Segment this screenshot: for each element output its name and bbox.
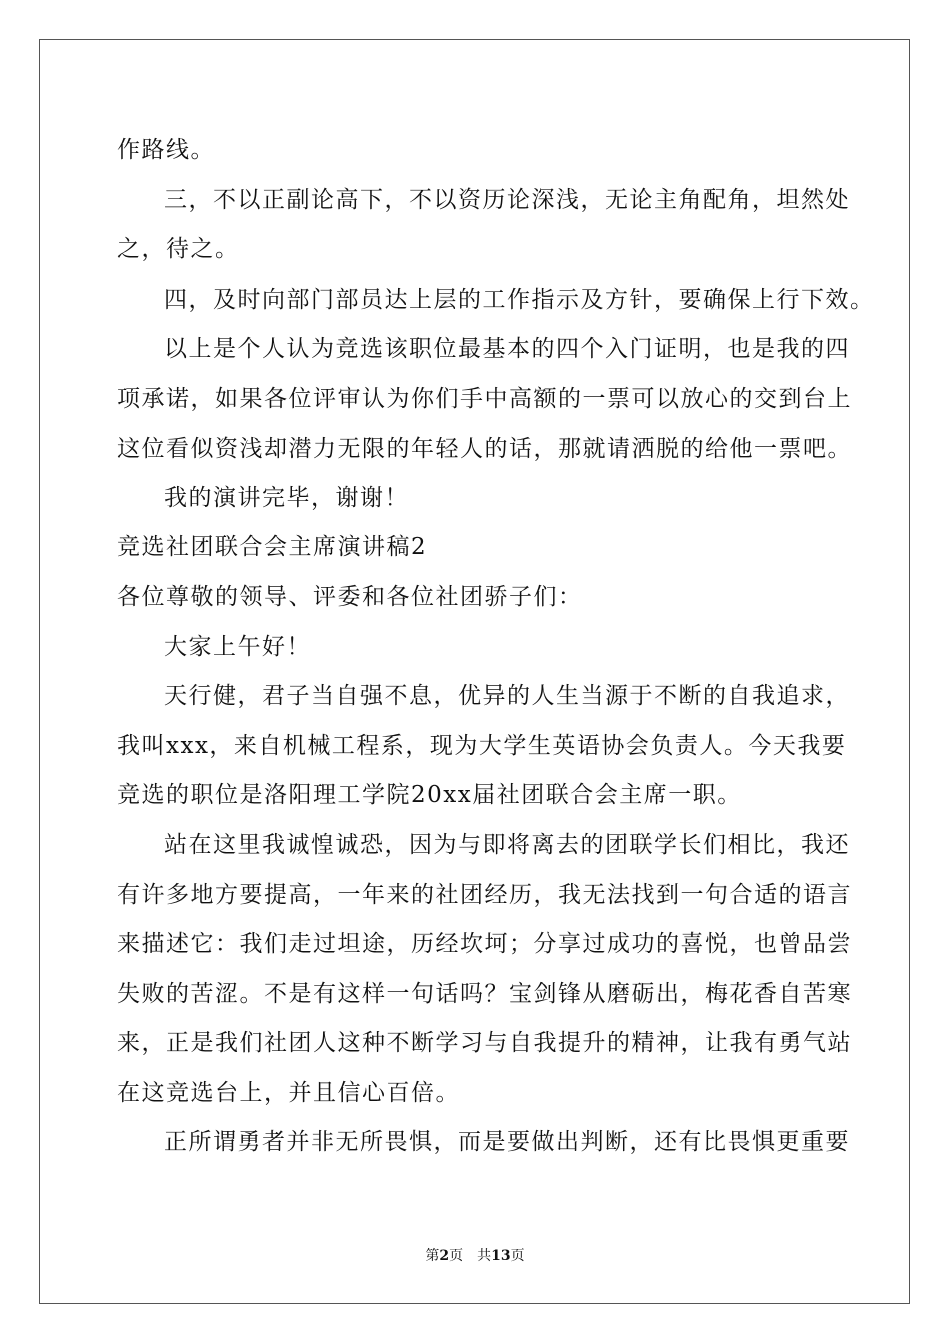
total-pages-number: 13 [491,1248,511,1264]
text-line: 三，不以正副论高下，不以资历论深浅，无论主角配角，坦然处 [164,187,850,213]
footer-suffix: 页 [510,1248,525,1264]
salutation: 各位尊敬的领导、评委和各位社团骄子们： [117,584,583,610]
text-line: 之，待之。 [117,236,240,262]
text-line: 来描述它：我们走过坦途，历经坎坷；分享过成功的喜悦，也曾品尝 [117,931,852,957]
text-line: 站在这里我诚惶诚恐，因为与即将离去的团联学长们相比，我还 [164,832,850,858]
text-line: 这位看似资浅却潜力无限的年轻人的话，那就请洒脱的给他一票吧。 [117,436,852,462]
text-line: 四，及时向部门部员达上层的工作指示及方针，要确保上行下效。 [164,287,875,313]
text-line: 以上是个人认为竞选该职位最基本的四个入门证明，也是我的四 [164,336,850,362]
text-line: 在这竞选台上，并且信心百倍。 [117,1080,460,1106]
page-footer [0,1245,950,1265]
text-line: 来，正是我们社团人这种不断学习与自我提升的精神，让我有勇气站 [117,1030,852,1056]
text-line: 天行健，君子当自强不息，优异的人生当源于不断的自我追求， [164,683,850,709]
text-line: 有许多地方要提高，一年来的社团经历，我无法找到一句合适的语言 [117,882,852,908]
text-line: 竞选的职位是洛阳理工学院20xx届社团联合会主席一职。 [117,782,742,808]
page-border [39,39,910,1304]
text-line: 失败的苦涩。不是有这样一句话吗？宝剑锋从磨砺出，梅花香自苦寒 [117,981,852,1007]
section-title: 竞选社团联合会主席演讲稿2 [117,534,428,560]
text-line: 作路线。 [117,137,215,163]
footer-mid: 页 共 [449,1248,492,1264]
text-line: 我的演讲完毕，谢谢！ [164,485,409,511]
text-line: 我叫xxx，来自机械工程系，现为大学生英语协会负责人。今天我要 [117,733,847,759]
footer-prefix: 第 [425,1248,440,1264]
current-page-number: 2 [439,1248,450,1264]
text-line: 项承诺，如果各位评审认为你们手中高额的一票可以放心的交到台上 [117,386,852,412]
greeting: 大家上午好！ [164,634,311,660]
text-line: 正所谓勇者并非无所畏惧，而是要做出判断，还有比畏惧更重要 [164,1129,850,1155]
